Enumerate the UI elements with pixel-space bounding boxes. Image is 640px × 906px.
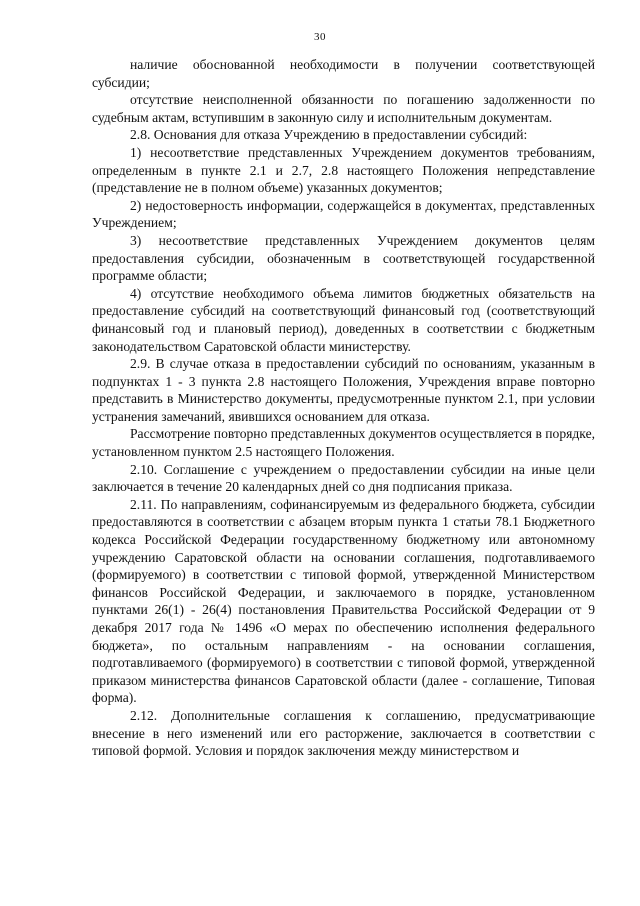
- document-body: [92, 56, 595, 760]
- page-number: 30: [314, 31, 326, 43]
- paragraph-section-2-12: 2.12. Дополнительные соглашения к соглашению, предусматривающие внесение в него изменений или его расторжение, заключается в соответствии с типовой формой. Условия и порядок заключения между министерством и: [92, 707, 595, 759]
- paragraph-section-2-8-heading: 2.8. Основания для отказа Учреждению в предоставлении субсидий:: [130, 127, 528, 143]
- paragraph-no-debt-obligation: отсутствие неисполненной обязанности по погашению задолженности по судебным актам, вступившим в законную силу и исполнительным документам.: [92, 92, 595, 125]
- paragraph-need-for-subsidy: наличие обоснованной необходимости в получении соответствующей субсидии;: [92, 57, 595, 90]
- paragraph-refusal-ground-1: 1) несоответствие представленных Учреждением документов требованиям, определенным в пункте 2.1 и 2.7, 2.8 настоящего Положения непредставление (представление не в полном объеме) указанных документов;: [92, 144, 595, 196]
- paragraph-refusal-ground-3: 3) несоответствие представленных Учреждением документов целям предоставления субсидии, обозначенным в соответствующей государственной программе области;: [92, 232, 595, 284]
- paragraph-section-2-10: 2.10. Соглашение с учреждением о предоставлении субсидии на иные цели заключается в течение 20 календарных дней со дня подписания приказа.: [92, 461, 595, 495]
- paragraph-refusal-ground-2: 2) недостоверность информации, содержащейся в документах, представленных Учреждением;: [92, 197, 595, 231]
- paragraph-refusal-ground-4: 4) отсутствие необходимого объема лимитов бюджетных обязательств на предоставление субсидий на соответствующий финансовый год (соответствующий финансовый год и плановый период), доведенных в соответствии с бюджетным законодательством Саратовской области министерству.: [92, 285, 595, 354]
- paragraph-section-2-9: 2.9. В случае отказа в предоставлении субсидий по основаниям, указанным в подпунктах 1 - 3 пункта 2.8 настоящего Положения, Учреждения вправе повторно представить в Министерство документы, предусмотренные пунктом 2.1, при условии устранения замечаний, явившихся основанием для отказа.: [92, 356, 595, 424]
- paragraph-section-2-11: 2.11. По направлениям, софинансируемым из федерального бюджета, субсидии предоставляются в соответствии с абзацем вторым пункта 1 статьи 78.1 Бюджетного кодекса Российской Федерации государственному бюджетному или автономному учреждению Саратовской области на основании соглашения, подготавливаемого (формируемого) в соответствии с типовой формой, утвержденной Министерством финансов Российской Федерации, и заключаемого в порядке, установленном пунктами 26(1) - 26(4) постановления Правительства Российской Федерации от 9 декабря 2017 года № 1496 «О мерах по обеспечению исполнения федерального бюджета», по остальным направлениям - на основании соглашения, подготавливаемого (формируемого) в соответствии с типовой формой, утвержденной приказом министерства финансов Саратовской области (далее - соглашение, Типовая форма).: [92, 496, 595, 706]
- paragraph-resubmission-review: Рассмотрение повторно представленных документов осуществляется в порядке, установленном пунктом 2.5 настоящего Положения.: [92, 426, 596, 460]
